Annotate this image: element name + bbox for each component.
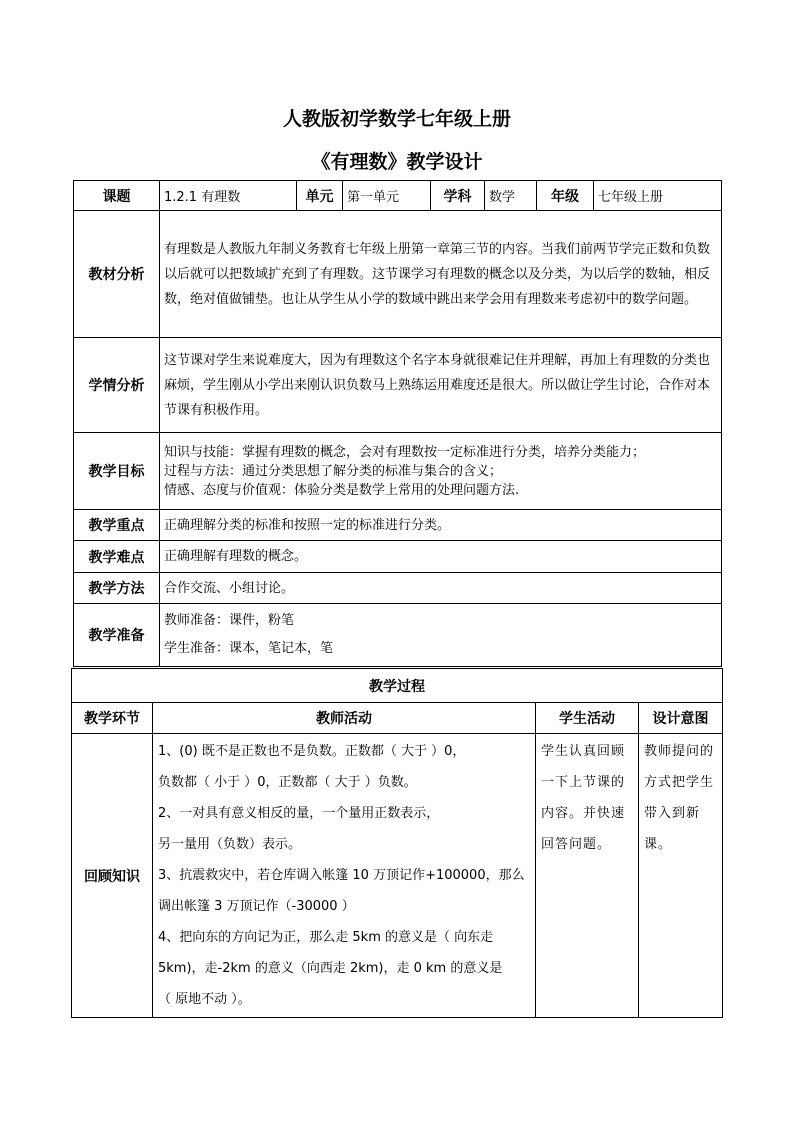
teacher-line: 2、一对具有意义相反的量，一个量用正数表示， <box>158 806 440 821</box>
preparation-row <box>74 604 722 667</box>
row-text: 正确理解分类的标准和按照一定的标准进行分类。 <box>160 510 722 541</box>
textbook-analysis-row <box>74 211 722 338</box>
row-text: 这节课对学生来说难度大，因为有理数这个名字本身就很难记住并理解，再加上有理数的分类也麻烦，学生刚从小学出来刚认识负数马上熟练运用难度还是很大。所以做让学生讨论，合作对本节课有积极作用。 <box>160 338 722 433</box>
row-label: 教学准备 <box>74 604 160 667</box>
topic-row <box>74 181 722 211</box>
row-label: 教学难点 <box>74 541 160 573</box>
difficulties-row <box>74 541 722 573</box>
prep-line: 教师准备：课件，粉笔 <box>164 613 295 628</box>
teacher-line: 1、(0) 既不是正数也不是负数。正数都（ 大于 ）0， <box>158 744 466 759</box>
row-text: 正确理解有理数的概念。 <box>160 541 722 573</box>
teacher-line: 3、抗震救灾中，若仓库调入帐篷 10 万顶记作+100000，那么 <box>158 868 525 883</box>
process-title: 教学过程 <box>72 669 723 703</box>
grade-label: 年级 <box>537 181 594 211</box>
student-analysis-row <box>74 338 722 433</box>
header-stage: 教学环节 <box>72 703 153 734</box>
process-header-row <box>72 703 723 734</box>
goal-line: 过程与方法：通过分类思想了解分类的标准与集合的含义； <box>164 463 503 479</box>
row-label: 教材分析 <box>74 211 160 338</box>
topic-value: 1.2.1 有理数 <box>160 181 297 211</box>
row-label: 学情分析 <box>74 338 160 433</box>
document-title: 人教版初学数学七年级上册 <box>282 108 511 130</box>
unit-value: 第一单元 <box>343 181 431 211</box>
row-text: 有理数是人教版九年制义务教育七年级上册第一章第三节的内容。当我们前两节学完正数和负数以后就可以把数域扩充到了有理数。这节课学习有理数的概念以及分类，为以后学的数轴，相反数，绝对值做铺垫。也让从学生从小学的数域中跳出来学会用有理数来考虑初中的数学问题。 <box>160 211 722 338</box>
stage-label: 回顾知识 <box>72 734 153 1018</box>
teacher-line: 另一量用（负数）表示。 <box>158 837 302 852</box>
teacher-line: 4、把向东的方向记为正，那么走 5km 的意义是（ 向东走 <box>158 930 494 945</box>
row-label: 教学重点 <box>74 510 160 541</box>
subject-value: 数学 <box>485 181 537 211</box>
teacher-line: 负数都（ 小于 ）0，正数都（ 大于 ）负数。 <box>158 775 417 790</box>
row-text <box>160 604 722 667</box>
process-title-row <box>72 669 723 703</box>
lesson-info-table <box>73 180 722 667</box>
goal-line: 情感、态度与价值观：体验分类是数学上常用的处理问题方法. <box>164 482 520 498</box>
prep-line: 学生准备：课本，笔记本，笔 <box>164 641 334 656</box>
document-subtitle: 《有理数》教学设计 <box>311 151 483 173</box>
header-teacher: 教师活动 <box>153 703 536 734</box>
key-points-row <box>74 510 722 541</box>
row-text <box>160 433 722 510</box>
design-intent: 教师提问的方式把学生带入到新课。 <box>639 734 723 1018</box>
teaching-process-table <box>71 668 723 1018</box>
unit-label: 单元 <box>297 181 343 211</box>
row-label: 教学目标 <box>74 433 160 510</box>
topic-label: 课题 <box>74 181 160 211</box>
header-intent: 设计意图 <box>639 703 723 734</box>
teacher-line: （ 原地不动 ）。 <box>158 992 251 1007</box>
process-row-review <box>72 734 723 1018</box>
methods-row <box>74 573 722 604</box>
teaching-goals-row <box>74 433 722 510</box>
teacher-line: 5km)，走-2km 的意义（向西走 2km)，走 0 km 的意义是 <box>158 961 503 976</box>
row-text: 合作交流、小组讨论。 <box>160 573 722 604</box>
teacher-activity <box>153 734 536 1018</box>
subject-label: 学科 <box>431 181 485 211</box>
teacher-line: 调出帐篷 3 万顶记作（-30000 ） <box>158 899 355 914</box>
grade-value: 七年级上册 <box>594 181 722 211</box>
goal-line: 知识与技能：掌握有理数的概念，会对有理数按一定标准进行分类，培养分类能力； <box>164 444 646 460</box>
header-student: 学生活动 <box>536 703 639 734</box>
student-activity: 学生认真回顾一下上节课的内容。并快速回答问题。 <box>536 734 639 1018</box>
row-label: 教学方法 <box>74 573 160 604</box>
